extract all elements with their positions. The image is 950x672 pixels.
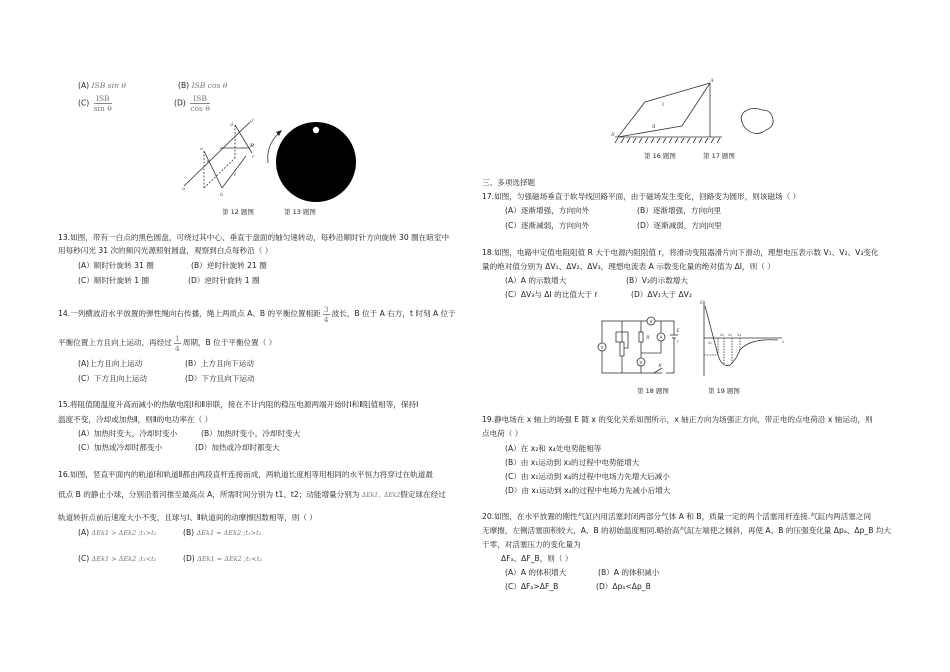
q16-option-b: (B) ΔEk1 = ΔEk2 ;t₁>t₂ xyxy=(183,528,262,537)
caption-fig-13: 第 13 题图 xyxy=(284,208,316,216)
caption-fig-17: 第 17 题图 xyxy=(703,152,735,160)
label-b: b xyxy=(220,192,224,198)
axis-label-E: E xyxy=(700,301,704,306)
q16-option-a: (A) ΔEk1 > ΔEk2 ;t₁>t₂ xyxy=(78,528,157,537)
label-x3: x₃ xyxy=(728,333,733,338)
q17-option-b: (B）逐渐增强，方向向里 xyxy=(637,206,722,215)
q20-option-a: (A）A 的体积增大 xyxy=(505,568,567,577)
q15-option-c: (C）加热或冷却时都变小 xyxy=(78,443,163,452)
q13-text: 13.如图，带有一白点的黑色圆盘，可绕过其中心、垂直于盘面的轴匀速转动，每秒沿顺时针方向旋转 30 圈在暗室中 xyxy=(58,233,450,242)
label-c: c xyxy=(252,154,255,160)
caption-fig-12: 第 12 题图 xyxy=(222,208,254,216)
label-I: I xyxy=(234,172,236,178)
q16-option-c: (C) ΔEk1 > ΔEk2 ;t₁<t₂ xyxy=(78,554,157,563)
label-theta: θ xyxy=(207,159,211,165)
q19-text: 19.静电场在 x 轴上的场强 E 随 x 的变化关系如图所示，x 轴正方向为场强正方向，带正电的点电荷沿 x 轴运动，则 xyxy=(482,415,873,424)
voltmeter-2: V xyxy=(649,320,653,325)
q20-text-3: 于零，对活塞压力的变化量为 xyxy=(482,540,581,549)
label-r: r xyxy=(677,340,679,345)
figure-19-graph xyxy=(700,300,785,380)
q15-option-b: (B）加热时变小，冷却时变大 xyxy=(201,429,301,438)
label-x2: x₂ xyxy=(720,333,725,338)
caption-fig-16: 第 16 题图 xyxy=(644,152,676,160)
q18-text-2: 量的绝对值分别为 ΔV₁、ΔV₂、ΔV₃，理想电流表 A 示数变化量的绝对值为 ΔI，则（ ） xyxy=(482,262,775,271)
q18-option-a: (A）A 的示数增大 xyxy=(505,276,567,285)
q15-option-d: (D）加热或冷却时都变大 xyxy=(195,443,280,452)
q12-option-c: (C) $\frac{\text{ISB}}{\text{sin θ}}$ xyxy=(78,94,112,113)
label-x4: x₄ xyxy=(737,333,742,338)
label-R: R xyxy=(646,336,650,341)
q13-option-c: (C）顺时针旋转 1 圈 xyxy=(78,276,150,285)
voltmeter-1: V xyxy=(600,346,604,351)
label-B: B xyxy=(250,143,255,149)
q14-option-b: (B）上方且向下运动 xyxy=(185,359,254,368)
q18-option-d: (D）ΔV₁大于 ΔV₂ xyxy=(631,290,692,299)
q13-text-2: 用每秒闪光 31 次的频闪光源照射圆盘，观察到白点每秒沿（ ） xyxy=(58,246,273,255)
figure-16-tracks xyxy=(610,80,790,150)
q20-text-2: 无摩擦，左侧活塞面积较大，A、B 的初始温度相同.略抬高气缸左端使之倾斜，再使 A、B 的压强变化量 Δpₐ、Δp_B 均大 xyxy=(482,526,892,535)
q20-text: 20.如图，在水平放置的刚性气缸内用活塞封闭两部分气体 A 和 B，质量一定的两个活塞用杆连接.气缸内两活塞之间 xyxy=(482,512,872,521)
q15-text: 15.将阻值随温度升高而减小的热敏电阻Ⅰ和Ⅱ串联，接在不计内阻的稳压电源两端开始时Ⅰ和Ⅱ阻值相等，保持Ⅰ xyxy=(58,400,419,409)
q19-option-d: (D）由 x₁运动到 x₄的过程中电场力先减小后增大 xyxy=(505,486,671,495)
label-A: A xyxy=(710,78,714,84)
q14-text-2: 平衡位置上方且向上运动，再经过 $\frac{1}{4}$ 周期，B 位于平衡位置（ ） xyxy=(58,333,277,353)
label-a-prime: a' xyxy=(250,118,255,124)
label-E: E xyxy=(676,329,680,334)
q18-option-b: (B）V₂的示数增大 xyxy=(626,276,688,285)
section-heading: 三、多项选择题 xyxy=(482,178,536,187)
figure-18-circuit xyxy=(596,318,681,380)
q19-text-2: 点电荷（ ） xyxy=(482,429,523,438)
q15-text-2: 温度不变，冷却或加热Ⅱ，则Ⅱ的电功率在（ ） xyxy=(58,415,213,424)
q15-option-a: (A）加热时变大，冷却时变小 xyxy=(78,429,178,438)
q17-option-a: (A）逐渐增强，方向向外 xyxy=(505,206,590,215)
q16-option-d: (D) ΔEk1 = ΔEk2 ;t₁<t₂ xyxy=(183,554,262,563)
q17-option-c: (C）逐渐减弱，方向向外 xyxy=(505,221,590,230)
q14-option-a: (A)上方且向上运动 xyxy=(78,359,143,368)
q14-text: 14.一列横波沿水平放置的弹性绳向右传播，绳上两质点 A、B 的平衡位置相距 $\frac{3}{4}$ 波长，B 位于 A 右方，t 时刻 A 位于 xyxy=(58,304,456,324)
q19-option-a: (A）在 x₂和 x₄处电势能相等 xyxy=(505,444,602,453)
axis-label-x: x xyxy=(782,340,785,345)
white-dot xyxy=(313,127,319,133)
label-x1: x₁ xyxy=(708,341,713,346)
caption-fig-18: 第 18 题图 xyxy=(637,387,669,395)
q12-option-b: (B) ISB cos θ xyxy=(178,81,228,90)
q16-text-3: 轨道转折点前后速度大小不变，且球与Ⅰ、Ⅱ轨道间的动摩擦因数相等，则（ ） xyxy=(58,513,317,522)
label-track-I: Ⅰ xyxy=(662,102,664,108)
label-K: K xyxy=(658,364,662,369)
q17-text: 17.如图，匀强磁场垂直于软导线回路平面，由于磁场发生变化，回路变为圆形，则该磁场（ ） xyxy=(482,192,801,201)
q20-option-c: (C）ΔFₐ>ΔF_B xyxy=(505,582,559,591)
q20-option-b: (B）A 的体积减小 xyxy=(598,568,660,577)
voltmeter-3: V xyxy=(639,361,643,366)
q19-option-c: (C）由 x₁运动到 x₄的过程中电场力先增大后减小 xyxy=(505,472,670,481)
label-track-II: Ⅱ xyxy=(652,124,656,130)
ammeter: A xyxy=(659,336,663,341)
q16-text-2: 低点 B 的静止小球，分别沿着河推至最高点 A，所需时间分别为 t1、t2；动能增量分别为 ΔEk1、ΔEk2假定球在经过 xyxy=(58,490,446,499)
q13-option-b: (B）逆时针旋转 21 圈 xyxy=(191,261,267,270)
label-d: d xyxy=(230,122,234,128)
q13-option-a: (A）顺时针旋转 31 圈 xyxy=(78,261,154,270)
q14-option-d: (D）下方且向下运动 xyxy=(185,374,255,383)
label-a: a xyxy=(200,146,203,152)
q12-option-d: (D) $\frac{\text{ISB}}{\text{cos θ}}$ xyxy=(174,94,210,113)
q17-option-d: (D）逐渐减弱，方向向里 xyxy=(637,221,722,230)
label-o: o xyxy=(182,186,186,192)
q18-text: 18.如图，电路中定值电阻阻值 R 大于电源内阻阻值 r，将滑动变阻器滑片向下滑动，理想电压表示数 V₁、V₂、V₃变化 xyxy=(482,248,879,257)
q14-option-c: (C）下方且向上运动 xyxy=(78,374,148,383)
q20-text-4: ΔFₐ、ΔF_B，则（ ） xyxy=(501,554,573,563)
q16-text: 16.如图，竖直平面内的轨道Ⅰ和轨道Ⅱ都由两段直杆连接而成，两轨道长度相等用相同的水平恒力将穿过在轨道最 xyxy=(58,470,433,479)
label-B: B xyxy=(611,132,615,138)
q12-option-a: (A) ISB sin θ xyxy=(78,81,126,90)
q20-option-d: (D）Δpₐ<Δp_B xyxy=(596,582,651,591)
figure-17-loop xyxy=(741,108,773,133)
q19-option-b: (B）由 x₁运动到 x₃的过程中电势能增大 xyxy=(505,458,640,467)
caption-fig-19: 第 19 题图 xyxy=(708,387,740,395)
q18-option-c: (C）ΔV₃与 ΔI 的比值大于 r xyxy=(505,290,598,299)
q13-option-d: (D）逆时针旋转 1 圈 xyxy=(188,276,260,285)
figure-13-disk xyxy=(260,118,360,208)
